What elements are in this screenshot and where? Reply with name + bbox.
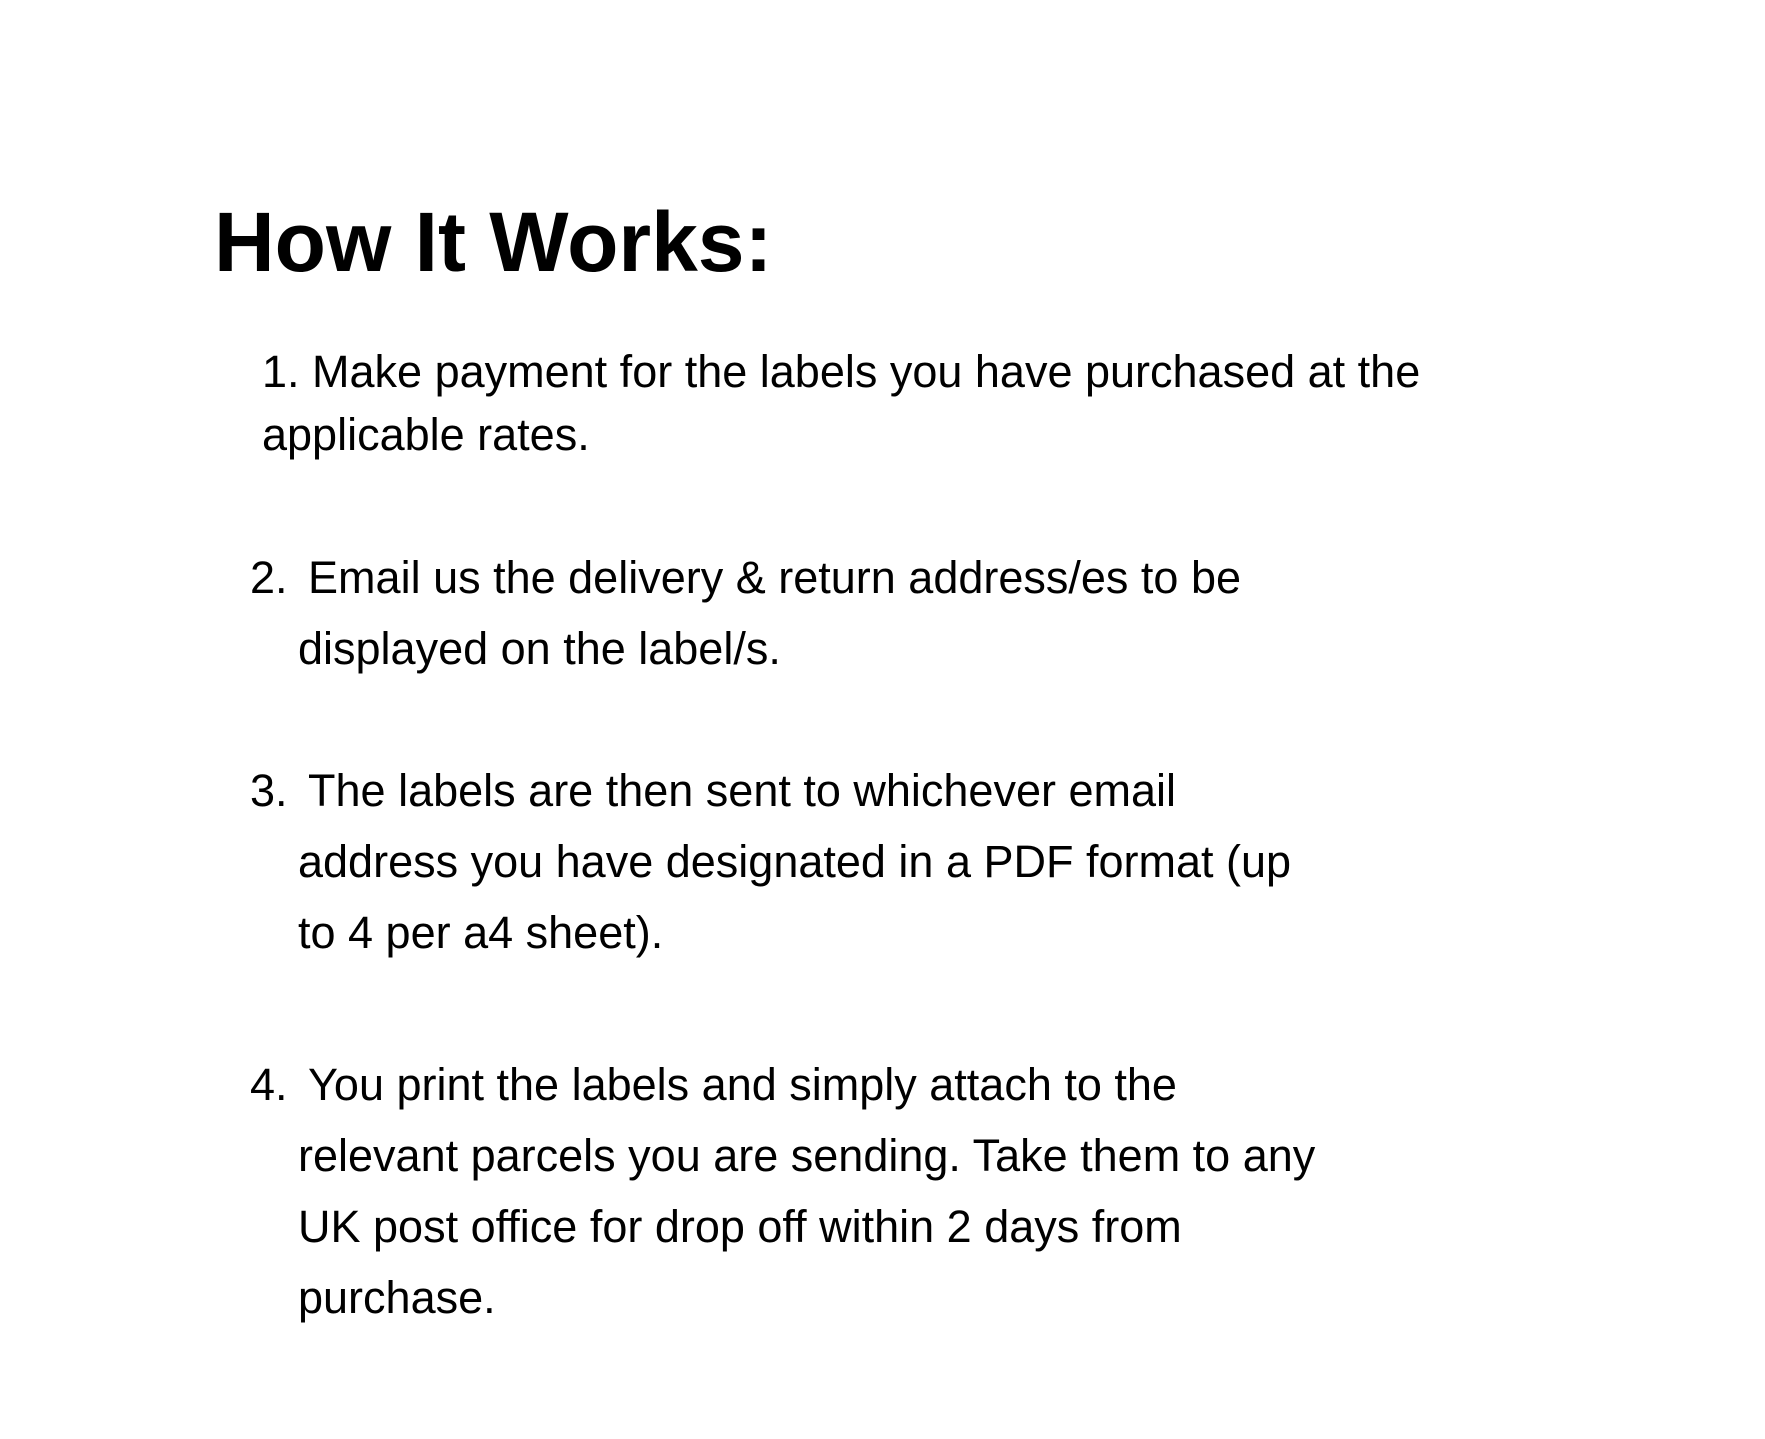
step-3-text: The labels are then sent to whichever email [308,765,1177,816]
step-3-number: 3. [250,765,288,816]
step-2-text: Email us the delivery & return address/es to be [308,552,1242,603]
step-2-line-1 [250,552,1242,603]
step-4-line-3: UK post office for drop off within 2 days from [298,1201,1182,1252]
step-2-line-2: displayed on the label/s. [298,623,781,674]
step-4 [250,1059,1316,1323]
step-4-text: You print the labels and simply attach to the [308,1059,1177,1110]
step-2 [250,552,1242,674]
step-3-line-2: address you have designated in a PDF format (up [298,836,1292,887]
step-1 [262,346,1421,460]
step-4-line-4: purchase. [298,1272,496,1323]
step-1-line-2: applicable rates. [262,409,590,460]
step-3-line-1 [250,765,1243,816]
step-4-line-1 [250,1059,1267,1110]
step-1-text: Make payment for the labels you have purchased at the [312,346,1421,397]
step-3 [250,765,1292,958]
step-3-line-3: to 4 per a4 sheet). [298,907,664,958]
step-1-line-1 [262,346,1421,397]
page-title: How It Works: [214,195,773,289]
step-1-number: 1. [262,346,300,397]
step-4-number: 4. [250,1059,288,1110]
step-2-number: 2. [250,552,288,603]
step-4-line-2: relevant parcels you are sending. Take them to any [298,1130,1316,1181]
